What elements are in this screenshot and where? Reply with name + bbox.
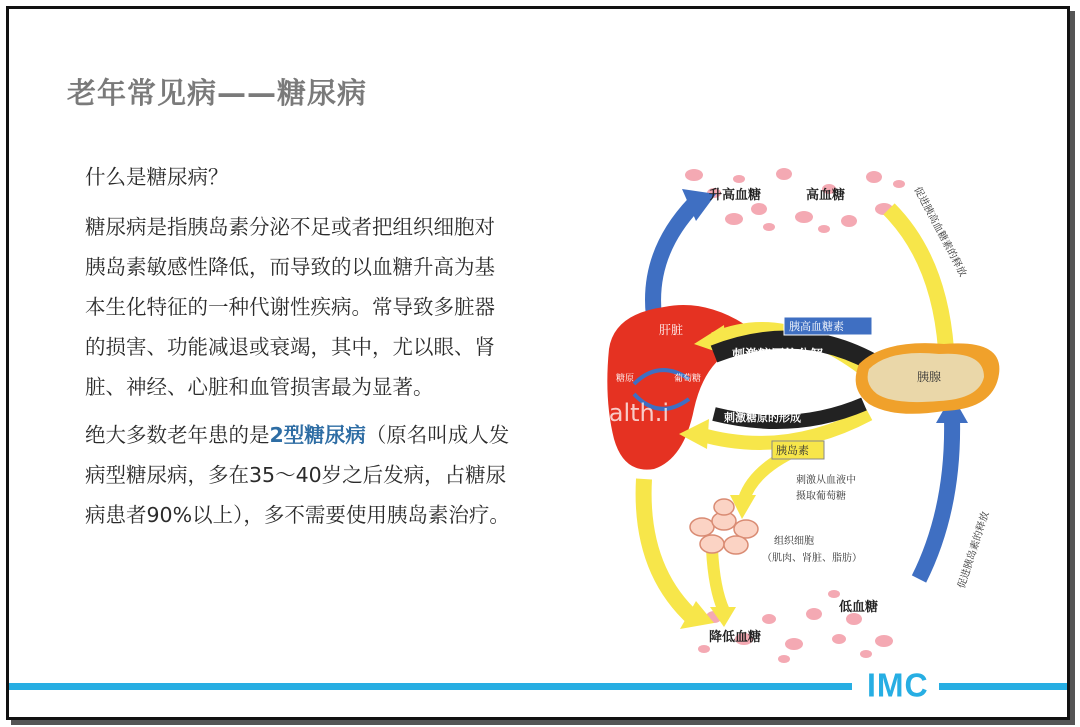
type2-highlight: 2型糖尿病 [269,423,366,447]
arrow-low-to-pancreas [919,395,968,579]
high-glucose-label: 高血糖 [806,188,846,203]
raise-glucose-label: 升高血糖 [709,188,762,203]
type2-text-before: 绝大多数老年患的是 [85,423,270,447]
promote-insulin-label: 促进胰岛素的释放 [956,510,992,590]
definition-paragraph: 糖尿病是指胰岛素分泌不足或者把组织细胞对胰岛素敏感性降低，而导致的以血糖升高为基本生化特征的一种代谢性疾病。常导致多脏器的损害、功能减退或衰竭，其中，尤以眼、肾脏、神经、心脏和血管损害最为显著。 [85,215,495,399]
stimulate-uptake-line1: 刺激从血液中 [796,475,856,486]
imc-logo: IMC [867,666,929,704]
type2-paragraph [85,415,515,535]
low-glucose-label: 低血糖 [839,600,879,615]
glucose-label: 葡萄糖 [674,374,702,384]
glucagon-label: 胰高血糖素 [789,320,844,333]
watermark-text: ealth.i [594,399,670,427]
pancreas-label: 胰腺 [917,370,942,384]
stimulate-uptake-line2: 摄取葡萄糖 [796,491,846,502]
lower-glucose-label: 降低血糖 [709,630,762,645]
glycogen-label: 糖原 [616,374,635,384]
footer-bar-left [9,683,852,690]
slide [6,6,1070,720]
question-text: 什么是糖尿病？ [85,165,229,189]
liver-label: 肝脏 [659,323,684,337]
stimulate-formation-label: 刺激糖原的形成 [724,411,801,424]
tissue-examples-label: （肌肉、肾脏、脂肪） [762,553,862,564]
insulin-label: 胰岛素 [776,444,809,457]
promote-glucagon-label: 促进胰高血糖素的释放 [911,185,969,279]
footer-bar-right [939,683,1067,690]
stimulate-breakdown-label: 刺激糖原的分解 [732,348,824,363]
glucose-regulation-diagram [584,149,1014,674]
slide-title: 老年常见病——糖尿病 [67,76,368,110]
arrow-liver-to-lower [644,479,714,629]
tissue-cells-label: 组织细胞 [774,536,814,547]
type2-text-after: （原名叫成人发病型糖尿病，多在35～40岁之后发病，占糖尿病患者90%以上），多不需要使用胰岛素治疗。 [85,423,510,527]
text-body [85,157,515,543]
